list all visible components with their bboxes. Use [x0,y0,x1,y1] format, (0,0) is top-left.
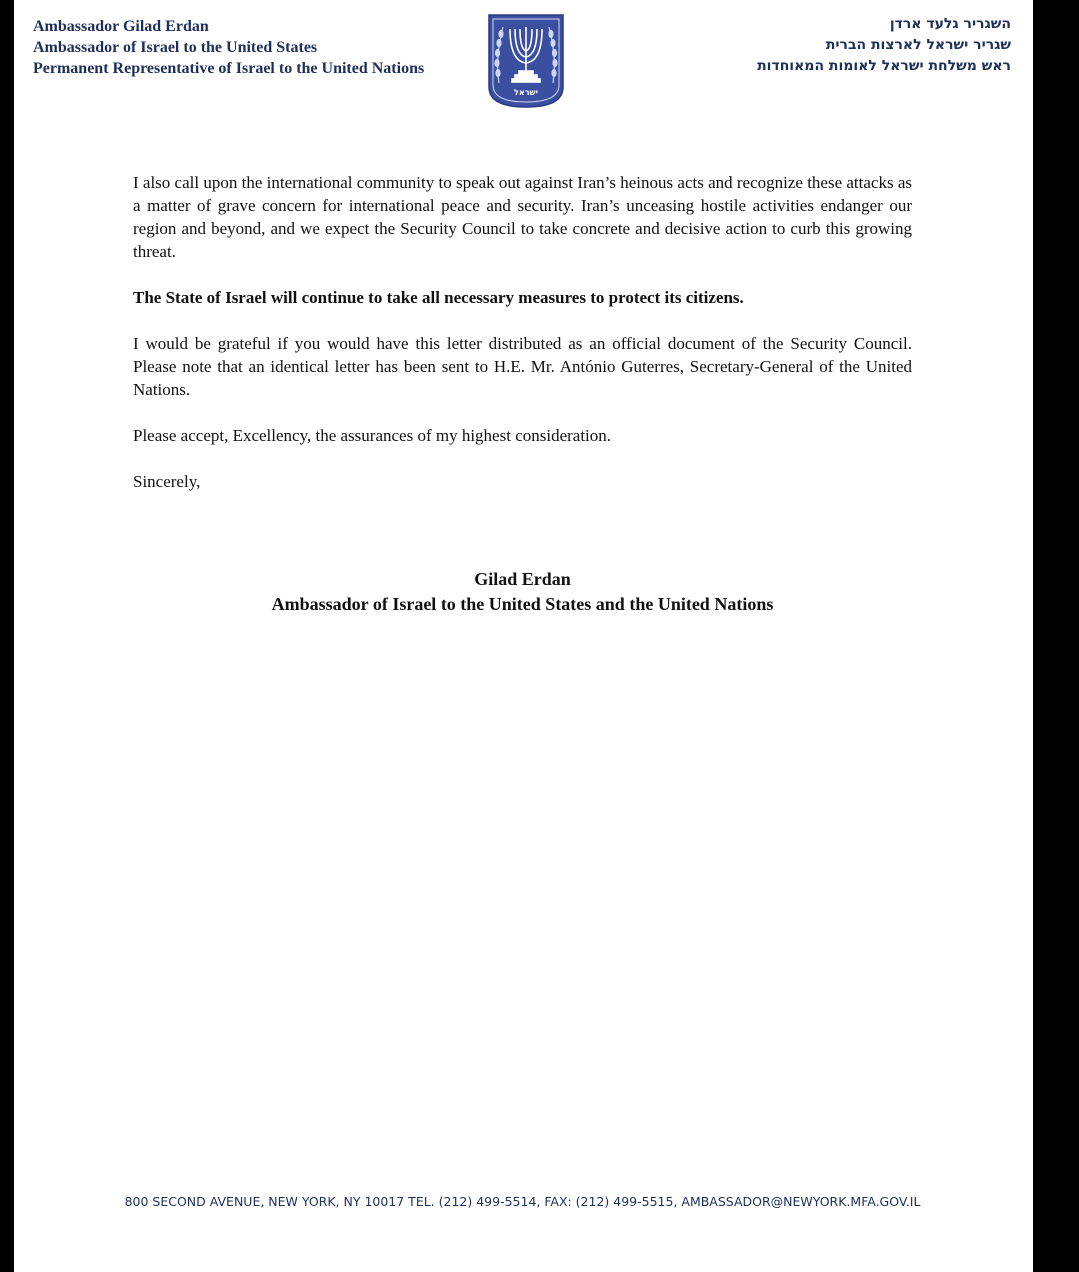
letterhead-hebrew [757,14,1011,77]
paragraph-closing: Sincerely, [133,472,201,491]
signature-block [133,567,912,617]
letterhead-hebrew-line-2: שגריר ישראל לארצות הברית [825,37,1011,53]
paragraph-state-of-israel: The State of Israel will continue to take all necessary measures to protect its citizens. [133,288,744,307]
letter-body [133,171,912,516]
emblem-text: ישראל [514,88,538,97]
paragraph-distribution-request: I would be grateful if you would have this letter distributed as an official document of the Security Council. Please note that an identical letter has been sent to H.E. Mr. António Guterres, Secretary-General of the United Nations. [133,334,912,399]
letterhead-line-us-title: Ambassador of Israel to the United States [33,39,318,56]
letterhead-line-name: Ambassador Gilad Erdan [33,18,209,35]
screen-border-right [1033,0,1079,1272]
letterhead-hebrew-line-1: השגריר גלעד ארדן [889,16,1011,32]
letterhead-footer: 800 SECOND AVENUE, NEW YORK, NY 10017 TEL. (212) 499-5514, FAX: (212) 499-5515, AMBASSADOR@NEWYORK.MFA.GOV.IL [124,1194,921,1209]
paragraph-call-upon: I also call upon the international community to speak out against Iran’s heinous acts and recognize these attacks as a matter of grave concern for international peace and security. Iran’s unceasing hostile activities endanger our region and beyond, and we expect the Security Council to take concrete and decisive action to curb this growing threat. [133,173,912,261]
signatory-title: Ambassador of Israel to the United States and the United Nations [271,594,774,614]
letterhead-hebrew-line-3: ראש משלחת ישראל לאומות המאוחדות [757,58,1011,74]
letterhead-line-un-title: Permanent Representative of Israel to the United Nations [33,60,425,77]
signatory-name: Gilad Erdan [474,569,571,589]
letterhead-english [33,16,424,79]
emblem-of-israel-icon [487,13,565,109]
screen-border-left [0,0,14,1272]
paragraph-assurances: Please accept, Excellency, the assurances of my highest consideration. [133,426,612,445]
